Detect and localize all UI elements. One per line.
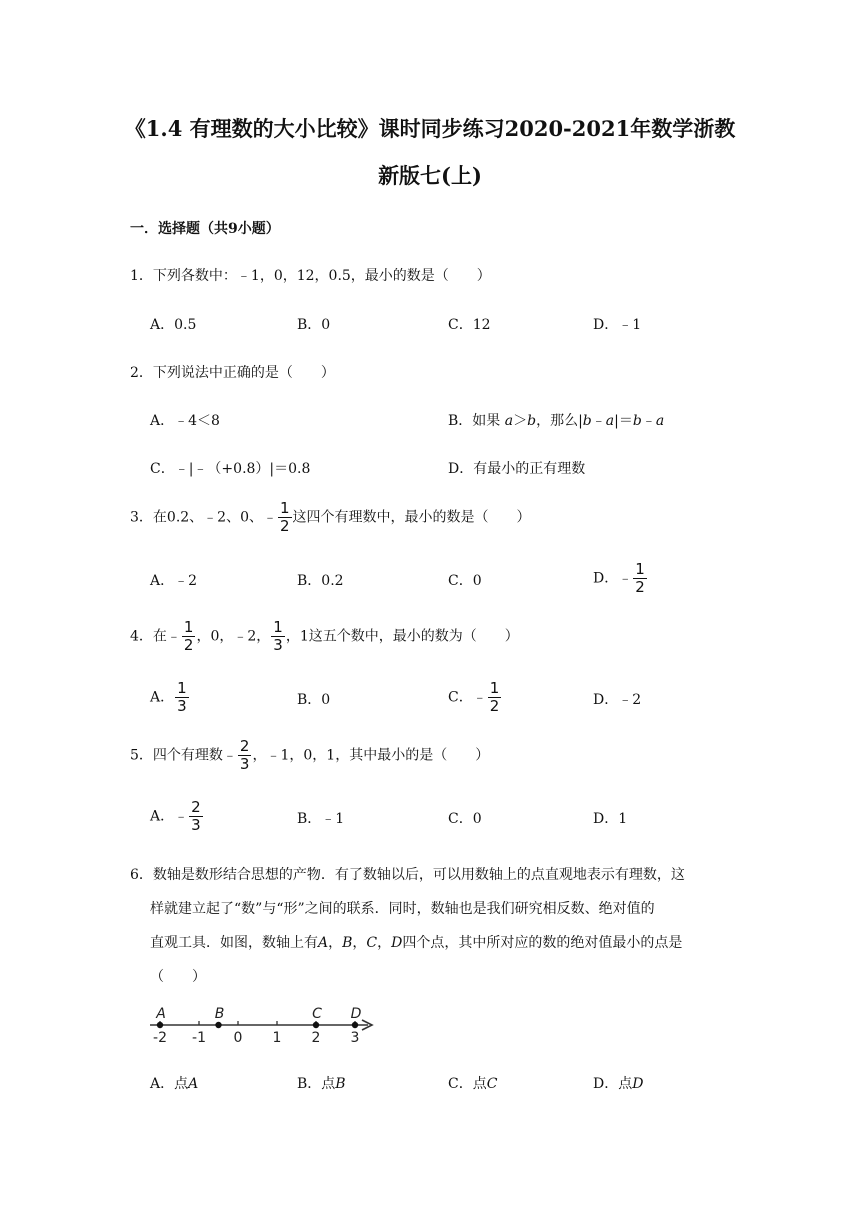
q6-stem-line2: 样就建立起了“数”与“形”之间的联系．同时，数轴也是我们研究相反数、绝对值的	[150, 901, 655, 917]
q6-option-b: B．点B	[297, 1076, 346, 1092]
q3-option-a: A．﹣2	[150, 573, 198, 589]
tick-label: 3	[350, 1030, 360, 1046]
q6-stem-line1: 6．数轴是数形结合思想的产物．有了数轴以后，可以用数轴上的点直观地表示有理数，这	[130, 867, 685, 883]
tick-label: -2	[153, 1030, 167, 1046]
page-title-line1: 《1.4 有理数的大小比较》课时同步练习2020-2021年数学浙教	[124, 116, 736, 141]
tick-label: 1	[272, 1030, 282, 1046]
q5-option-d: D．1	[593, 811, 628, 827]
q2-option-b: B．如果 a＞b，那么|b﹣a|＝b﹣a	[448, 413, 665, 429]
point-c	[313, 1022, 319, 1028]
point-a	[157, 1022, 163, 1028]
q3-option-c: C．0	[448, 573, 482, 589]
q5-stem: 5．四个有理数﹣ $\frac{2}{3}$ ，﹣1，0，1，其中最小的是（ ）	[130, 737, 490, 773]
q1-option-a: A．0.5	[150, 317, 197, 333]
q4-option-a: A． $\frac{1}{3}$	[150, 679, 187, 715]
q6-option-a: A．点A	[150, 1076, 199, 1092]
q1-option-c: C．12	[448, 317, 491, 333]
tick-label: 2	[311, 1030, 321, 1046]
number-line-figure	[140, 1000, 380, 1050]
q4-option-d: D．﹣2	[593, 692, 642, 708]
point-label-d: D	[350, 1006, 362, 1022]
q5-option-b: B．﹣1	[297, 811, 345, 827]
point-d	[352, 1022, 358, 1028]
q1-option-d: D．﹣1	[593, 317, 642, 333]
point-label-c: C	[312, 1006, 322, 1022]
point-b	[215, 1022, 221, 1028]
q4-stem: 4．在﹣ $\frac{1}{2}$ ，0，﹣2， $\frac{1}{3}$ ，1这五个数中，最小的数为（ ）	[130, 618, 519, 654]
q1-stem: 1．下列各数中：﹣1，0，12，0.5，最小的数是（ ）	[130, 268, 491, 284]
q1-option-b: B．0	[297, 317, 331, 333]
tick-label: -1	[192, 1030, 206, 1046]
q3-stem: 3．在0.2、﹣2、0、﹣ $\frac{1}{2}$ 这四个有理数中，最小的数是（ ）	[130, 499, 531, 535]
q4-option-c: C．﹣ $\frac{1}{2}$	[448, 679, 500, 715]
q6-stem-line3: 直观工具．如图，数轴上有A，B，C，D四个点，其中所对应的数的绝对值最小的点是	[150, 935, 683, 951]
point-label-b: B	[214, 1006, 225, 1022]
q6-stem-line4: （ ）	[150, 969, 206, 985]
q3-option-b: B．0.2	[297, 573, 344, 589]
q3-fraction: $\frac{1}{2}$	[280, 499, 290, 535]
q4-option-b: B．0	[297, 692, 331, 708]
q5-option-c: C．0	[448, 811, 482, 827]
q5-option-a: A．﹣ $\frac{2}{3}$	[150, 798, 201, 834]
q3-option-d: D．﹣ $\frac{1}{2}$	[593, 560, 645, 596]
page-title-line2: 新版七(上)	[378, 163, 482, 188]
section-heading: 一．选择题（共9小题）	[130, 221, 280, 237]
q2-option-d: D．有最小的正有理数	[448, 461, 586, 477]
q6-option-d: D．点D	[593, 1076, 644, 1092]
point-label-a: A	[156, 1006, 166, 1022]
q2-option-a: A．﹣4＜8	[150, 413, 220, 429]
tick-label: 0	[233, 1030, 243, 1046]
q6-option-c: C．点C	[448, 1076, 498, 1092]
q2-stem: 2．下列说法中正确的是（ ）	[130, 365, 335, 381]
q2-option-c: C．﹣|﹣（+0.8）|＝0.8	[150, 461, 311, 477]
